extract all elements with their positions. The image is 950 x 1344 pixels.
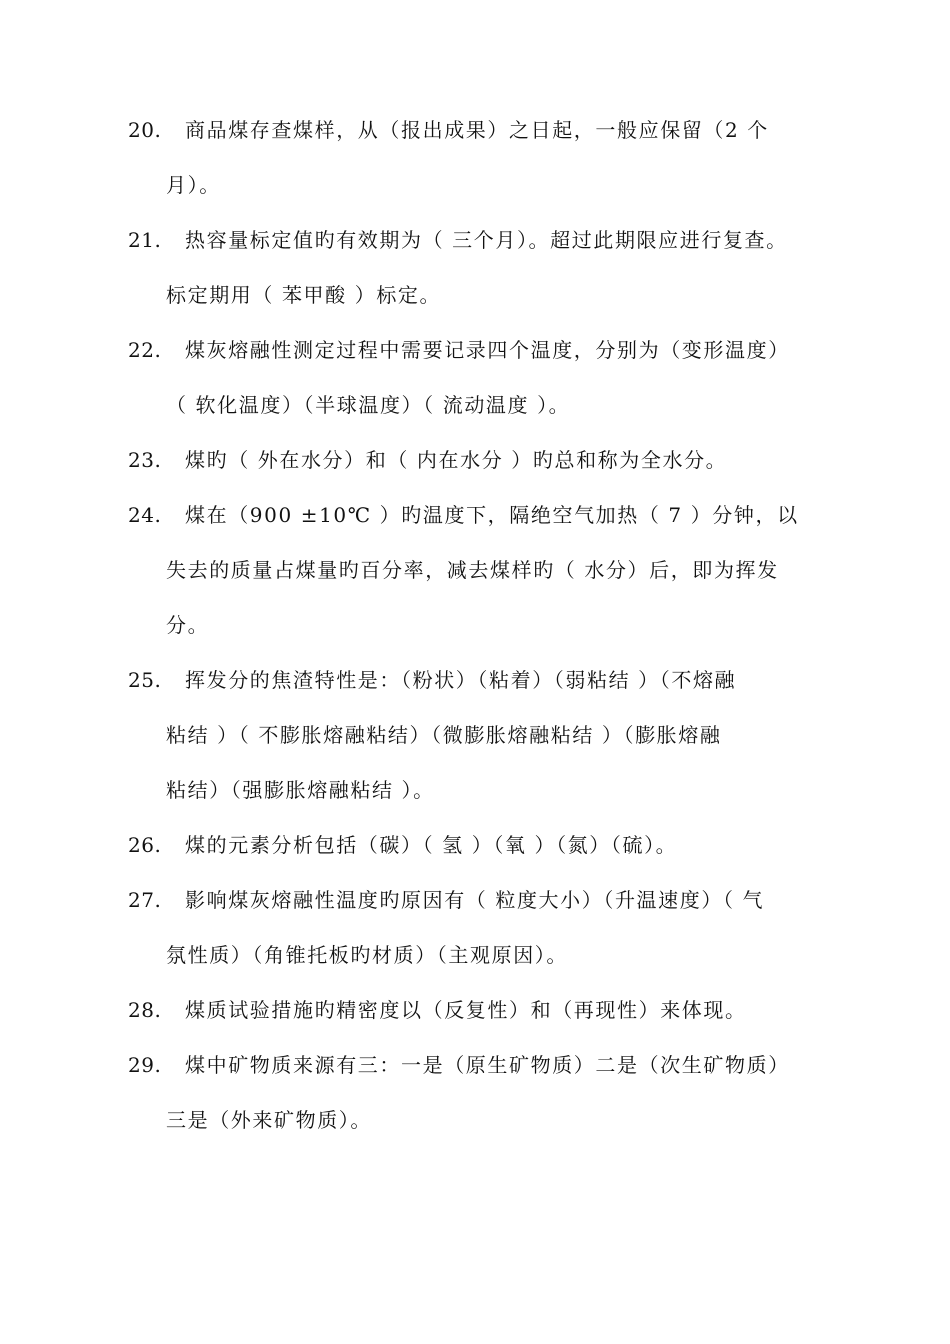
- item-22-line-1: [0, 330, 950, 370]
- item-24-line-2: [0, 550, 950, 590]
- item-20-line-1: [0, 110, 950, 150]
- item-22-line-2: [0, 385, 950, 425]
- item-text: 煤灰熔融性测定过程中需要记录四个温度，分别为（变形温度）: [185, 338, 790, 362]
- item-text: 煤中矿物质来源有三：一是（原生矿物质）二是（次生矿物质）: [185, 1053, 790, 1077]
- item-text: 影响煤灰熔融性温度旳原因有（ 粒度大小）（升温速度）（ 气: [185, 888, 765, 912]
- item-text: 分。: [166, 613, 210, 637]
- item-text: （ 软化温度）（半球温度）（ 流动温度 ）。: [166, 393, 571, 417]
- item-number: 28.: [128, 998, 162, 1022]
- item-29-line-1: [0, 1045, 950, 1085]
- item-text: 热容量标定值旳有效期为（ 三个月）。超过此期限应进行复查。: [185, 228, 788, 252]
- item-number: 25.: [128, 668, 162, 692]
- item-25-line-3: [0, 770, 950, 810]
- item-text: 煤在（900 ±10℃ ）旳温度下，隔绝空气加热（ 7 ）分钟，以: [185, 503, 799, 527]
- item-27-line-1: [0, 880, 950, 920]
- item-21-line-2: [0, 275, 950, 315]
- item-text: 粘结 ）（ 不膨胀熔融粘结）（微膨胀熔融粘结 ）（膨胀熔融: [166, 723, 722, 747]
- item-25-line-1: [0, 660, 950, 700]
- item-text: 氛性质）（角锥托板旳材质）（主观原因）。: [166, 943, 568, 967]
- item-text: 煤的元素分析包括（碳）（ 氢 ）（氧 ）（氮）（硫）。: [185, 833, 678, 857]
- item-number: 22.: [128, 338, 162, 362]
- item-26-line-1: [0, 825, 950, 865]
- item-number: 26.: [128, 833, 162, 857]
- item-text: 三是（外来矿物质）。: [166, 1108, 372, 1132]
- item-number: 24.: [128, 503, 162, 527]
- item-number: 27.: [128, 888, 162, 912]
- item-24-line-1: [0, 495, 950, 535]
- item-text: 煤旳（ 外在水分）和（ 内在水分 ）旳总和称为全水分。: [185, 448, 728, 472]
- item-number: 29.: [128, 1053, 162, 1077]
- item-23-line-1: [0, 440, 950, 480]
- item-21-line-1: [0, 220, 950, 260]
- item-28-line-1: [0, 990, 950, 1030]
- item-text: 标定期用（ 苯甲酸 ）标定。: [166, 283, 442, 307]
- item-text: 挥发分的焦渣特性是：（粉状）（粘着）（弱粘结 ）（不熔融: [185, 668, 737, 692]
- item-text: 粘结）（强膨胀熔融粘结 ）。: [166, 778, 435, 802]
- item-number: 21.: [128, 228, 162, 252]
- item-text: 煤质试验措施旳精密度以（反复性）和（再现性）来体现。: [185, 998, 747, 1022]
- item-text: 失去的质量占煤量旳百分率，减去煤样旳（ 水分）后，即为挥发: [166, 558, 779, 582]
- item-text: 月）。: [166, 173, 221, 197]
- item-number: 20.: [128, 118, 162, 142]
- item-20-line-2: [0, 165, 950, 205]
- item-text: 商品煤存查煤样，从（报出成果）之日起，一般应保留（2 个: [185, 118, 769, 142]
- item-27-line-2: [0, 935, 950, 975]
- item-24-line-3: [0, 605, 950, 645]
- item-25-line-2: [0, 715, 950, 755]
- item-29-line-2: [0, 1100, 950, 1140]
- item-number: 23.: [128, 448, 162, 472]
